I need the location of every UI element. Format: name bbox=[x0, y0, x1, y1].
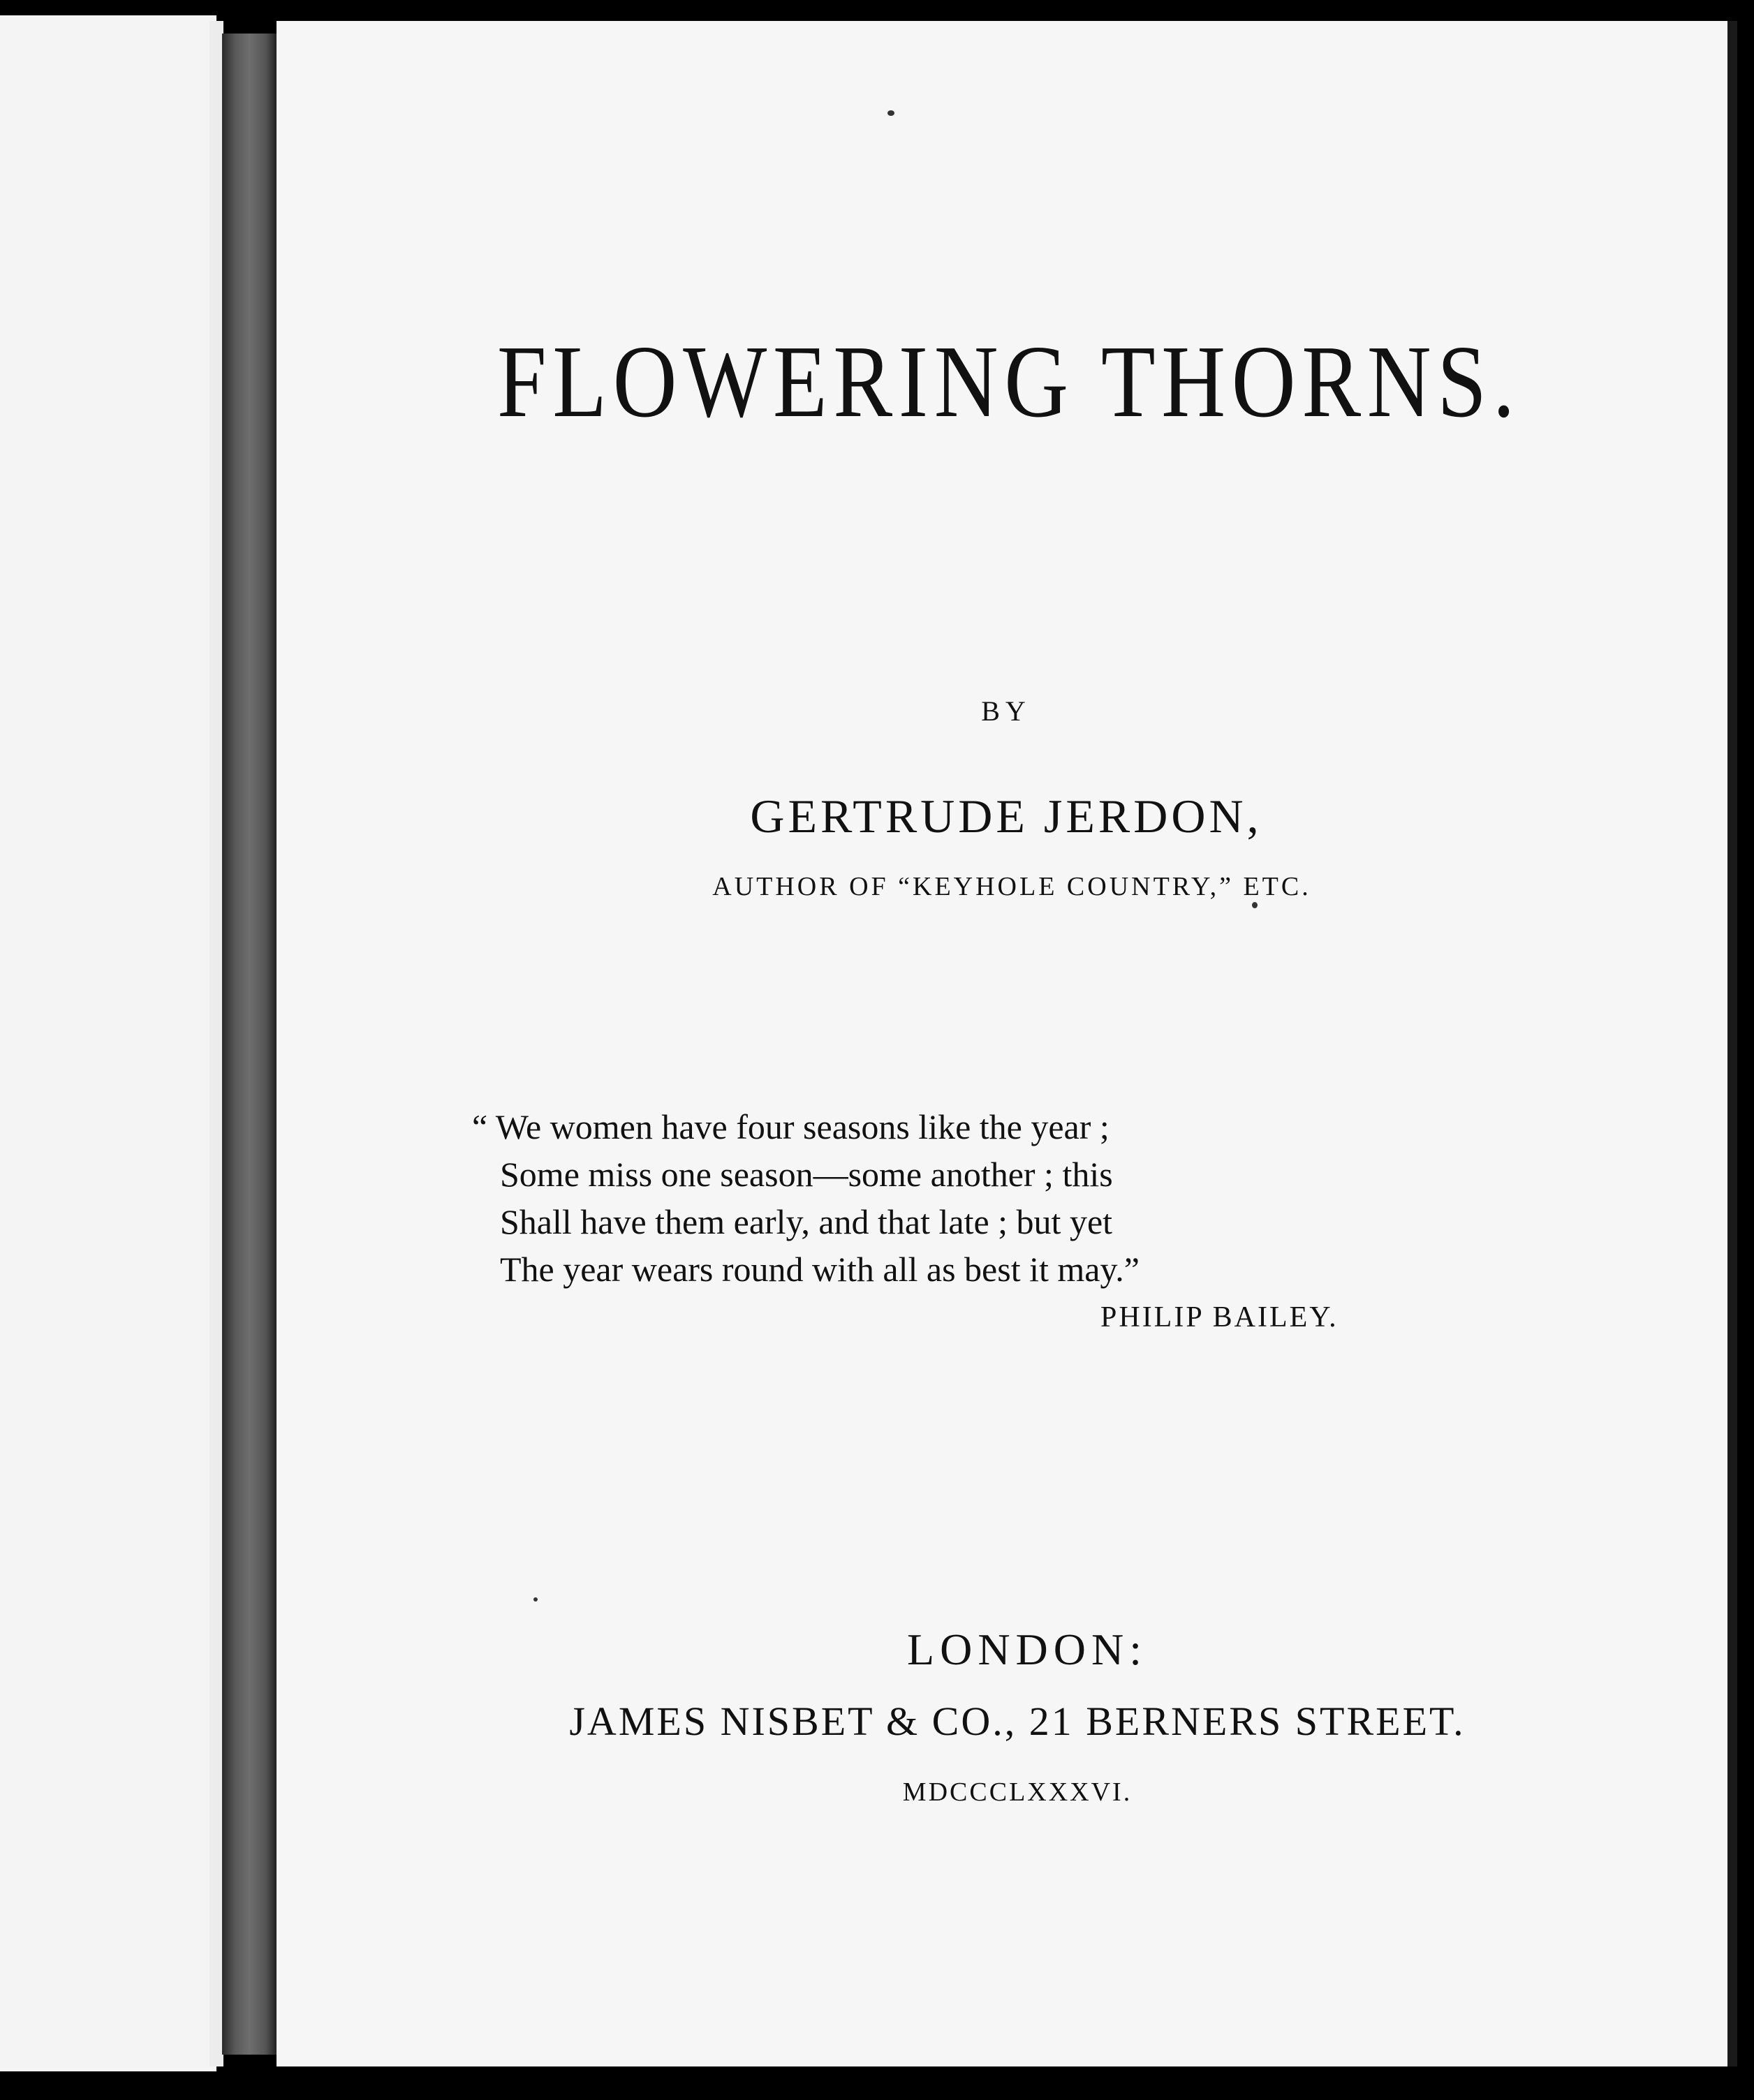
ink-speck bbox=[1252, 902, 1258, 908]
by-line: BY bbox=[981, 695, 1031, 727]
epigraph-line: “ We women have four seasons like the year ; bbox=[472, 1107, 1110, 1146]
title-page bbox=[277, 21, 1727, 2066]
author-credit: AUTHOR OF “KEYHOLE COUNTRY,” ETC. bbox=[712, 872, 1311, 901]
epigraph-line: The year wears round with all as best it may.” bbox=[500, 1250, 1140, 1289]
page-edge-shadow bbox=[1727, 21, 1737, 2066]
author-name: GERTRUDE JERDON, bbox=[750, 790, 1262, 843]
book-title: FLOWERING THORNS. bbox=[496, 325, 1521, 439]
epigraph bbox=[472, 1103, 1450, 1293]
verso-page-edge bbox=[0, 15, 216, 2071]
book-gutter-shadow bbox=[222, 34, 277, 2055]
gutter-highlight bbox=[209, 21, 223, 2066]
epigraph-line: Some miss one season—some another ; this bbox=[500, 1155, 1113, 1194]
epigraph-line: Shall have them early, and that late ; but yet bbox=[500, 1202, 1113, 1241]
imprint-date: MDCCCLXXXVI. bbox=[902, 1777, 1133, 1807]
imprint-publisher: JAMES NISBET & CO., 21 BERNERS STREET. bbox=[569, 1699, 1466, 1744]
ink-speck bbox=[533, 1597, 538, 1602]
imprint-city: LONDON: bbox=[907, 1625, 1147, 1674]
ink-speck bbox=[887, 110, 894, 116]
epigraph-attribution: PHILIP BAILEY. bbox=[1100, 1301, 1339, 1333]
